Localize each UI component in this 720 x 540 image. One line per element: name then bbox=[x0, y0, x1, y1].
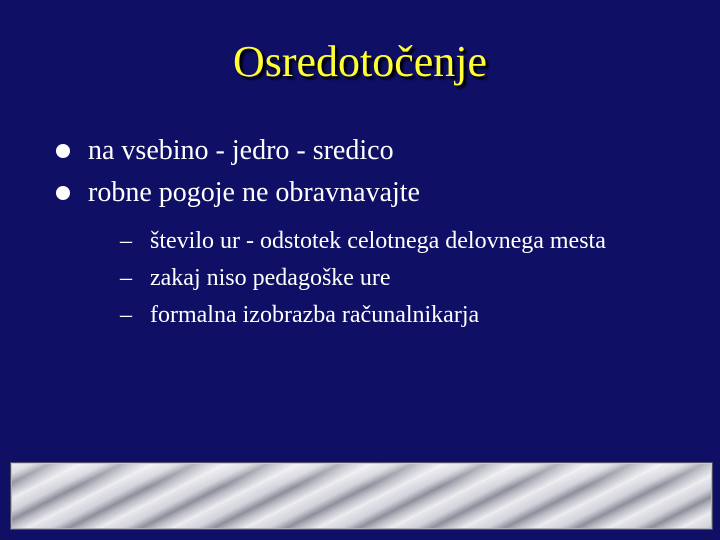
slide-title: Osredotočenje bbox=[232, 37, 488, 86]
bullet-item bbox=[56, 176, 696, 218]
dash-icon: – bbox=[120, 302, 132, 328]
dash-icon: – bbox=[120, 228, 132, 254]
subbullet-text: formalna izobrazba računalnikarja bbox=[150, 302, 480, 328]
dash-icon: – bbox=[120, 265, 132, 291]
subbullet-text: število ur - odstotek celotnega delovnega mesta bbox=[150, 228, 606, 254]
metal-bar-highlight bbox=[11, 463, 712, 487]
bullet-item bbox=[56, 134, 696, 176]
subbullet-item bbox=[120, 263, 696, 300]
subbullet-text: zakaj niso pedagoške ure bbox=[150, 265, 391, 291]
subbullet-list bbox=[56, 226, 696, 337]
bullet-dot-icon bbox=[56, 186, 70, 200]
bullet-list bbox=[56, 134, 696, 337]
decorative-metal-bar bbox=[10, 462, 713, 530]
bullet-text: robne pogoje ne obravnavajte bbox=[88, 177, 420, 208]
bullet-dot-icon bbox=[56, 144, 70, 158]
subbullet-item bbox=[120, 226, 696, 263]
subbullet-item bbox=[120, 300, 696, 337]
bullet-text: na vsebino - jedro - sredico bbox=[88, 135, 394, 166]
